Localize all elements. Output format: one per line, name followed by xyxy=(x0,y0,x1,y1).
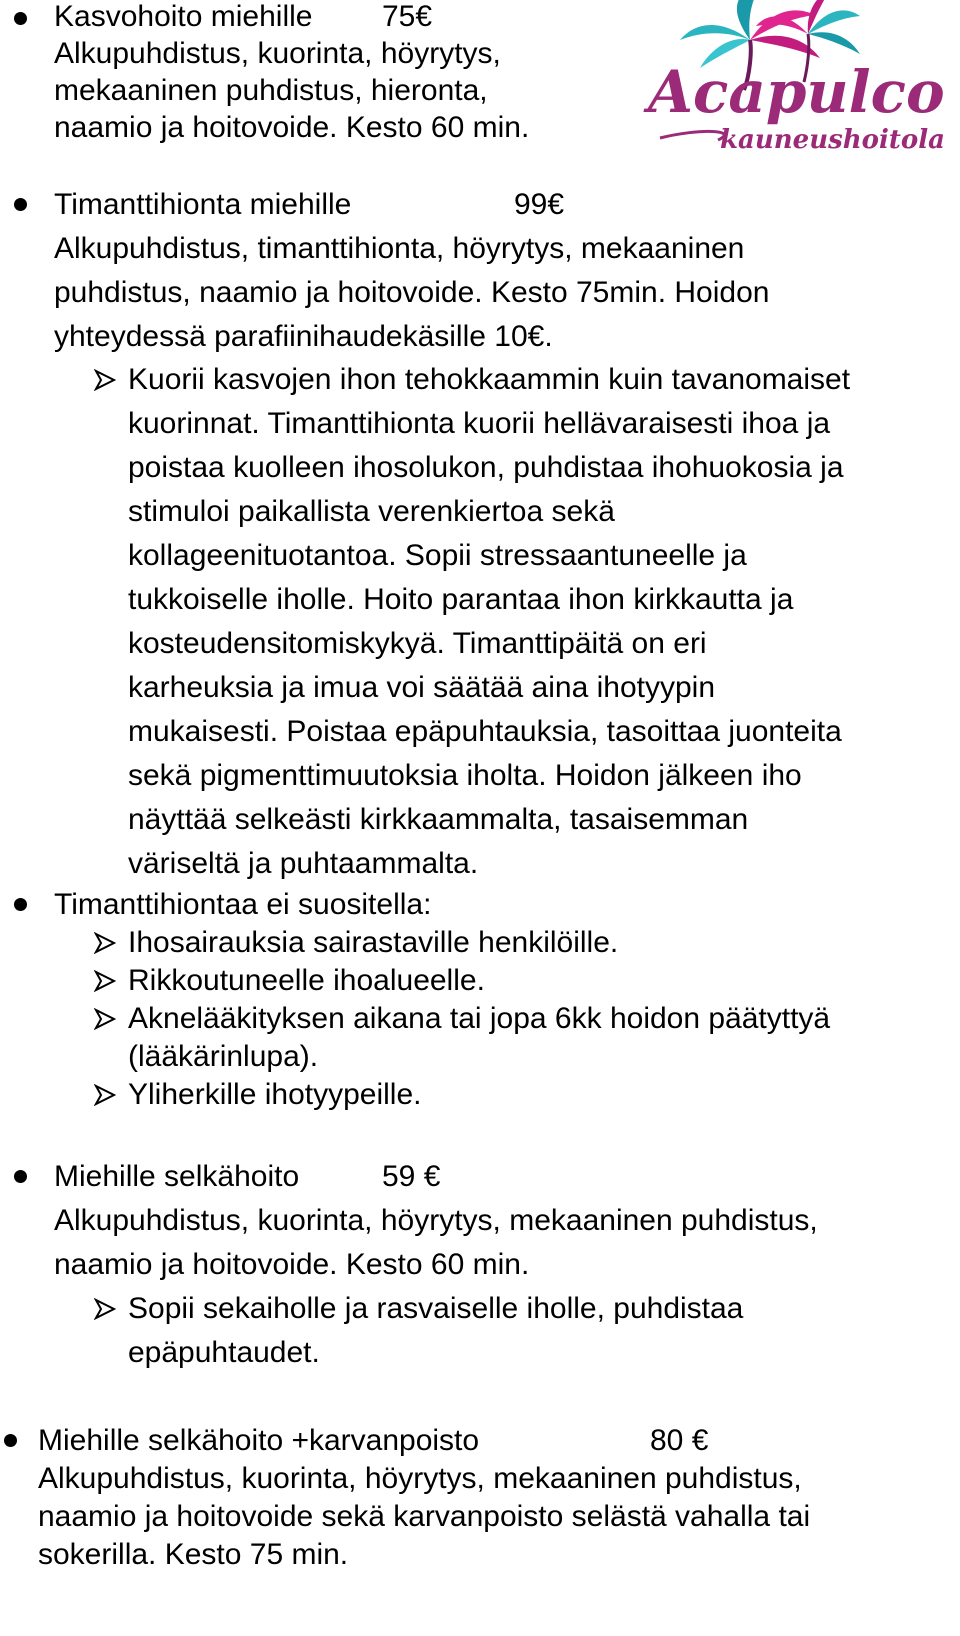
acapulco-logo xyxy=(640,0,960,175)
section-price: 59 € xyxy=(382,1160,441,1193)
detail-line: kosteudensitomiskykyä. Timanttipäitä on eri xyxy=(128,627,707,660)
detail-line: väriseltä ja puhtaammalta. xyxy=(128,847,479,880)
bullet-icon xyxy=(4,1434,17,1447)
bullet-icon xyxy=(14,12,27,25)
section-price: 75€ xyxy=(382,0,433,33)
detail-line: epäpuhtaudet. xyxy=(128,1336,320,1369)
detail-line: näyttää selkeästi kirkkaammalta, tasaisemman xyxy=(128,803,749,836)
warning-item: (lääkärinlupa). xyxy=(128,1040,319,1073)
section-desc-line: naamio ja hoitovoide. Kesto 60 min. xyxy=(54,1248,530,1281)
section-desc-line: yhteydessä parafiinihaudekäsille 10€. xyxy=(54,320,553,353)
section-desc-line: naamio ja hoitovoide. Kesto 60 min. xyxy=(54,111,530,144)
detail-line: kollageenituotantoa. Sopii stressaantuneelle ja xyxy=(128,539,747,572)
section-title: Timanttihiontaa ei suositella: xyxy=(54,888,432,921)
bullet-icon xyxy=(14,898,27,911)
section-desc-line: mekaaninen puhdistus, hieronta, xyxy=(54,74,488,107)
svg-text:Acapulco: Acapulco xyxy=(648,58,945,126)
section-desc-line: sokerilla. Kesto 75 min. xyxy=(38,1538,349,1571)
bullet-icon xyxy=(14,1170,27,1183)
detail-line: kuorinnat. Timanttihionta kuorii hellävaraisesti ihoa ja xyxy=(128,407,831,440)
arrow-bullet-icon xyxy=(94,1298,116,1320)
section-desc-line: Alkupuhdistus, kuorinta, höyrytys, xyxy=(54,37,501,70)
detail-line: stimuloi paikallista verenkiertoa sekä xyxy=(128,495,615,528)
section-desc-line: Alkupuhdistus, kuorinta, höyrytys, mekaaninen puhdistus, xyxy=(38,1462,802,1495)
section-title: Timanttihionta miehille xyxy=(54,188,352,221)
svg-text:kauneushoitola: kauneushoitola xyxy=(720,125,945,155)
warning-item: Yliherkille ihotyypeille. xyxy=(128,1078,422,1111)
detail-line: tukkoiselle iholle. Hoito parantaa ihon kirkkautta ja xyxy=(128,583,794,616)
arrow-bullet-icon xyxy=(94,1084,116,1106)
section-desc-line: Alkupuhdistus, timanttihionta, höyrytys, mekaaninen xyxy=(54,232,745,265)
arrow-bullet-icon xyxy=(94,369,116,391)
bullet-icon xyxy=(14,198,27,211)
detail-line: poistaa kuolleen ihosolukon, puhdistaa ihohuokosia ja xyxy=(128,451,844,484)
arrow-bullet-icon xyxy=(94,932,116,954)
section-desc-line: puhdistus, naamio ja hoitovoide. Kesto 75min. Hoidon xyxy=(54,276,770,309)
warning-item: Aknelääkityksen aikana tai jopa 6kk hoidon päätyttyä xyxy=(128,1002,831,1035)
detail-line: Kuorii kasvojen ihon tehokkaammin kuin tavanomaiset xyxy=(128,363,851,396)
detail-line: Sopii sekaiholle ja rasvaiselle iholle, puhdistaa xyxy=(128,1292,744,1325)
section-title: Miehille selkähoito +karvanpoisto xyxy=(38,1424,480,1457)
warning-item: Rikkoutuneelle ihoalueelle. xyxy=(128,964,485,997)
arrow-bullet-icon xyxy=(94,1008,116,1030)
palm-tree-icon xyxy=(640,0,960,175)
section-title: Kasvohoito miehille xyxy=(54,0,313,33)
detail-line: karheuksia ja imua voi säätää aina ihotyypin xyxy=(128,671,716,704)
section-price: 80 € xyxy=(650,1424,709,1457)
section-desc-line: naamio ja hoitovoide sekä karvanpoisto selästä vahalla tai xyxy=(38,1500,811,1533)
detail-line: sekä pigmenttimuutoksia iholta. Hoidon jälkeen iho xyxy=(128,759,802,792)
warning-item: Ihosairauksia sairastaville henkilöille. xyxy=(128,926,619,959)
section-title: Miehille selkähoito xyxy=(54,1160,300,1193)
section-price: 99€ xyxy=(514,188,565,221)
arrow-bullet-icon xyxy=(94,970,116,992)
section-desc-line: Alkupuhdistus, kuorinta, höyrytys, mekaaninen puhdistus, xyxy=(54,1204,818,1237)
detail-line: mukaisesti. Poistaa epäpuhtauksia, tasoittaa juonteita xyxy=(128,715,842,748)
